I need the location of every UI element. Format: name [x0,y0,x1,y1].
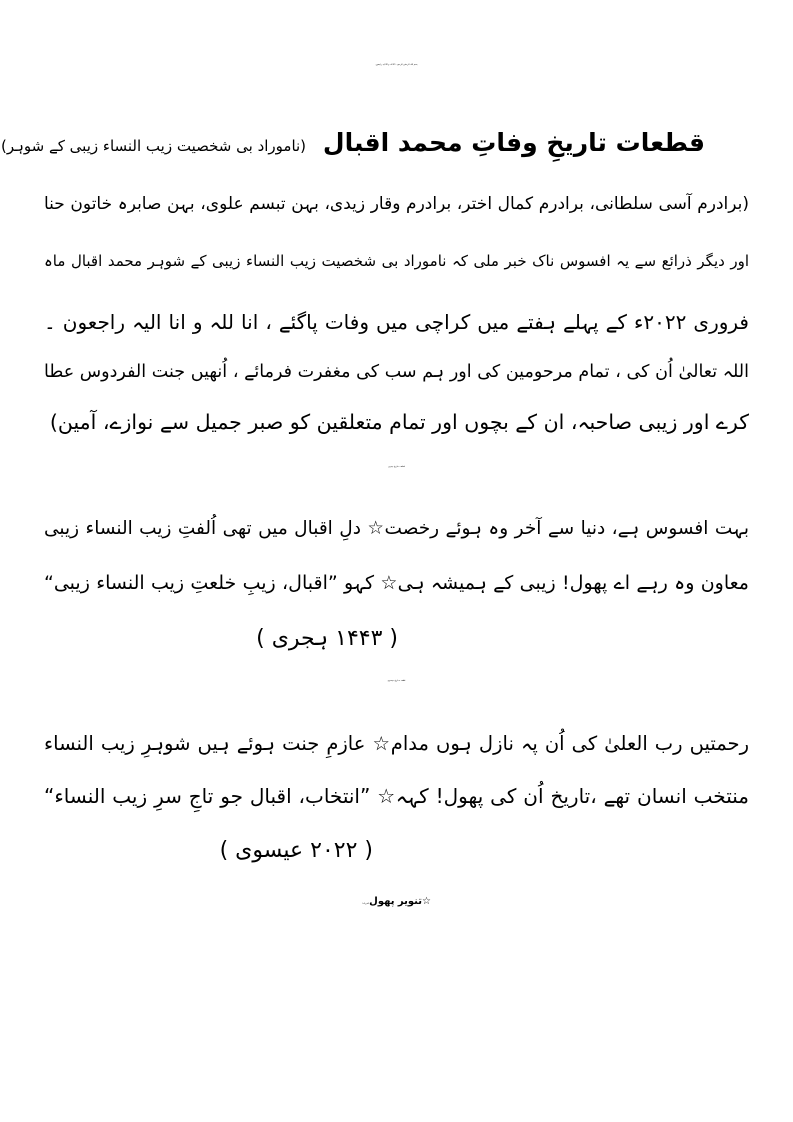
page-title [1,128,705,157]
hijri-heading: قطعہ ء تاریخ ہجری [388,466,405,468]
intro-line: اور دیگر ذرائع سے یہ افسوس ناک خبر ملی کہ ناموراد بی شخصیت زیب النساء زیبی کے شوہر محمد اقبال ماہ [44,252,749,270]
intro-line: فروری ۲۰۲۲ء کے پہلے ہفتے میں کراچی میں وفات پاگئے ، انا للہ و انا الیہ راجعون ۔ [44,310,749,334]
isvi-heading: قطعہ ء تاریخ عیسوی [387,680,406,682]
isvi-verse-line: منتخب انسان تھے ،تاریخ اُن کی پھول! کہہ☆ ”انتخاب، اقبال جو تاجِ سرِ زیب النساء“ [44,784,749,808]
title-main: قطعات تاریخِ وفاتِ محمد اقبال [322,128,705,157]
signature [0,896,793,907]
isvi-year: ( ۲۰۲۲ عیسوی ) [219,838,373,863]
intro-line: کرے اور زیبی صاحبہ، ان کے بچوں اور تمام متعلقین کو صبر جمیل سے نوازے، آمین) [49,410,749,434]
signature-name: ☆تنویر پھول [369,896,431,907]
signature-place: (امریکہ) [362,903,370,905]
bismillah-line: بسم اللہ الرحمٰن الرحیم ☆انّا للہ و انّا الیہ راجعون [375,64,418,66]
intro-line: اللہ تعالیٰ اُن کی ، تمام مرحومین کی اور ہم سب کی مغفرت فرمائے ، اُنھیں جنت الفردوس عطا [44,362,749,382]
hijri-verse-line: معاون وہ رہے اے پھول! زیبی کے ہمیشہ ہی☆ کہو ”اقبال، زیبِ خلعتِ زیب النساء زیبی“ [44,572,749,594]
title-subtitle: (ناموراد بی شخصیت زیب النساء زیبی کے شوہر) [0,137,307,155]
isvi-verse-line: رحمتیں رب العلیٰ کی اُن پہ نازل ہوں مدام☆ عازمِ جنت ہوئے ہیں شوہرِ زیب النساء [44,732,749,755]
intro-line: (برادرم آسی سلطانی، برادرم کمال اختر، برادرم وقار زیدی، بہن تبسم علوی، بہن صابرہ خاتون حنا [44,194,749,214]
hijri-year: ( ۱۴۴۳ ہجری ) [256,626,398,651]
hijri-verse-line: بہت افسوس ہے، دنیا سے آخر وہ ہوئے رخصت☆ دلِ اقبال میں تھی اُلفتِ زیب النساء زیبی [44,518,749,539]
